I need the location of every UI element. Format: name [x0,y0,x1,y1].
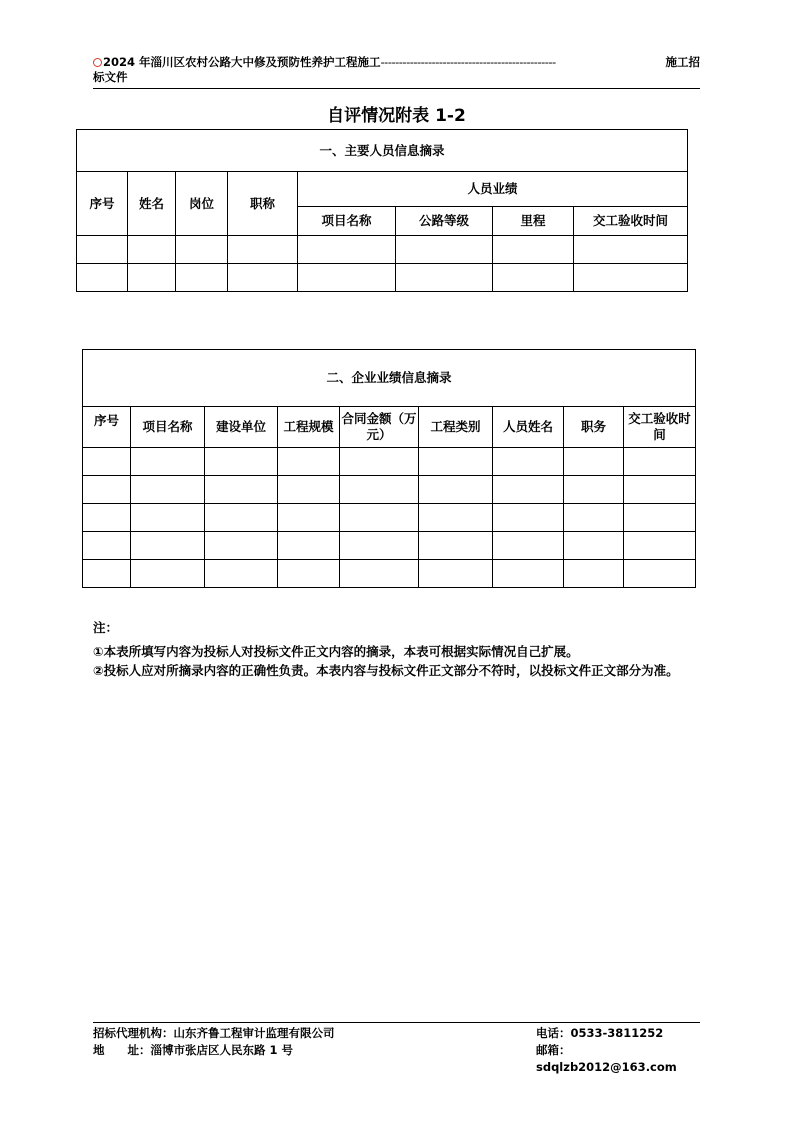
table-cell[interactable] [340,504,419,532]
notes-title: 注： [93,620,119,635]
table-cell[interactable] [624,448,696,476]
footer-agency: 招标代理机构：山东齐鲁工程审计监理有限公司 [93,1026,335,1040]
header-dashes: ------------------------------------------------ [380,55,556,69]
table-cell[interactable] [340,560,419,588]
table-cell[interactable] [419,532,493,560]
table-cell[interactable] [131,476,205,504]
table-cell[interactable] [624,532,696,560]
header-road-grade: 公路等级 [396,207,493,236]
page-footer [93,1022,700,1074]
header-performance-group: 人员业绩 [298,172,688,207]
table-cell[interactable] [624,560,696,588]
header-person-name: 人员姓名 [493,407,564,448]
header-mileage: 里程 [493,207,574,236]
table-cell[interactable] [131,532,205,560]
header-doc-title: 2024 年淄川区农村公路大中修及预防性养护工程施工 [103,55,381,69]
header-doc-type: 施工招 [665,55,700,69]
table-cell[interactable] [83,448,131,476]
note-item-1: ①本表所填写内容为投标人对投标文件正文内容的摘录，本表可根据实际情况自己扩展。 [93,644,579,659]
header-project-name: 项目名称 [298,207,396,236]
table-row [83,476,696,504]
table-cell[interactable] [128,236,176,264]
header-seq: 序号 [77,172,128,236]
personnel-table [76,129,688,292]
table-cell[interactable] [493,264,574,292]
table-cell[interactable] [564,532,624,560]
page-title: 自评情况附表 1-2 [327,106,466,126]
header-duty: 职务 [564,407,624,448]
table-cell[interactable] [77,236,128,264]
table-cell[interactable] [574,264,688,292]
table-cell[interactable] [278,476,340,504]
header-contract-amount: 合同金额（万元） [340,407,419,448]
company-table-title: 二、企业业绩信息摘录 [83,350,696,407]
company-performance-table [82,349,696,588]
header-line-1 [93,55,700,70]
page-header [93,55,700,89]
footer-email: 邮箱：sdqlzb2012@163.com [536,1043,677,1074]
header-line-2: 标文件 [93,70,128,84]
table-row [83,560,696,588]
header-acceptance-time: 交工验收时间 [574,207,688,236]
table-cell[interactable] [419,476,493,504]
table-cell[interactable] [278,532,340,560]
table-cell[interactable] [340,476,419,504]
notes-section [93,618,703,680]
table-cell[interactable] [278,448,340,476]
table-cell[interactable] [83,504,131,532]
table-cell[interactable] [83,476,131,504]
table-cell[interactable] [77,264,128,292]
table-cell[interactable] [83,560,131,588]
table-cell[interactable] [278,560,340,588]
footer-phone: 电话：0533-3811252 [536,1026,664,1040]
table-row [77,264,688,292]
table-row [83,504,696,532]
note-item-2: ②投标人应对所摘录内容的正确性负责。本表内容与投标文件正文部分不符时，以投标文件正文部分为准。 [93,663,679,678]
header-acceptance-time: 交工验收时间 [624,407,696,448]
table-cell[interactable] [205,560,278,588]
header-scale: 工程规模 [278,407,340,448]
table-cell[interactable] [419,504,493,532]
header-seq: 序号 [83,407,131,448]
table-cell[interactable] [419,560,493,588]
table-cell[interactable] [298,236,396,264]
table-cell[interactable] [228,264,298,292]
header-project-name: 项目名称 [131,407,205,448]
table-cell[interactable] [624,476,696,504]
header-builder: 建设单位 [205,407,278,448]
table-cell[interactable] [298,264,396,292]
table-cell[interactable] [131,560,205,588]
footer-address: 地 址：淄博市张店区人民东路 1 号 [93,1043,294,1057]
table-cell[interactable] [205,476,278,504]
personnel-table-title: 一、主要人员信息摘录 [77,130,688,172]
table-cell[interactable] [564,476,624,504]
table-row [83,448,696,476]
table-cell[interactable] [176,236,228,264]
table-cell[interactable] [205,532,278,560]
header-post: 岗位 [176,172,228,236]
table-cell[interactable] [128,264,176,292]
table-cell[interactable] [493,236,574,264]
table-cell[interactable] [493,476,564,504]
header-category: 工程类别 [419,407,493,448]
table-cell[interactable] [396,236,493,264]
table-cell[interactable] [228,236,298,264]
table-cell[interactable] [205,504,278,532]
table-cell[interactable] [493,504,564,532]
table-cell[interactable] [396,264,493,292]
table-cell[interactable] [493,448,564,476]
header-name: 姓名 [128,172,176,236]
table-cell[interactable] [340,532,419,560]
header-title: 职称 [228,172,298,236]
table-cell[interactable] [564,560,624,588]
table-cell[interactable] [176,264,228,292]
table-cell[interactable] [493,532,564,560]
table-cell[interactable] [131,504,205,532]
table-cell[interactable] [564,504,624,532]
table-cell[interactable] [574,236,688,264]
table-cell[interactable] [564,448,624,476]
table-cell[interactable] [624,504,696,532]
table-cell[interactable] [419,448,493,476]
table-cell[interactable] [340,448,419,476]
company-logo-icon [93,58,102,67]
table-cell[interactable] [131,448,205,476]
table-cell[interactable] [205,448,278,476]
table-row [77,236,688,264]
table-row [83,532,696,560]
table-cell[interactable] [278,504,340,532]
table-cell[interactable] [83,532,131,560]
table-cell[interactable] [493,560,564,588]
